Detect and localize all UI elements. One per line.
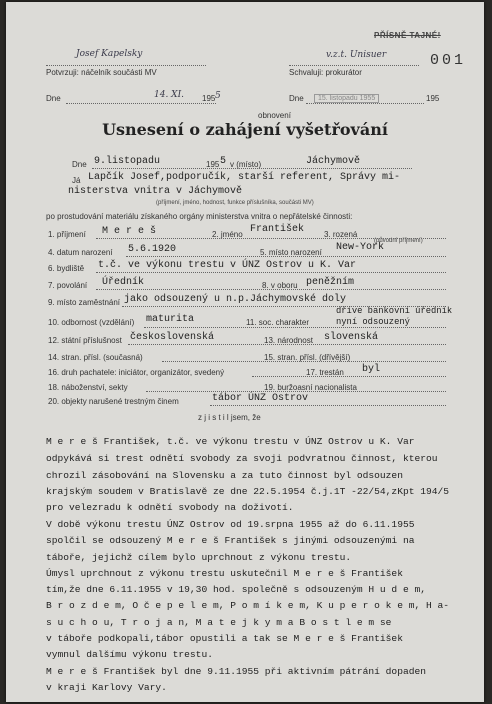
field-15-label: 15. stran. přísl. (dřívější) bbox=[264, 353, 351, 362]
field-1-label: 1. příjmení bbox=[48, 230, 86, 239]
right-signature: v.z.t. Unisuer bbox=[326, 50, 387, 60]
intro-place-label: v (místo) bbox=[230, 160, 262, 169]
body-line: v kraji Karlovy Vary. bbox=[46, 682, 167, 693]
material-line: po prostudování materiálu získaného orgány ministerstva vnitra o nepřátelské činnosti: bbox=[46, 212, 353, 221]
left-date-year: 195 bbox=[202, 94, 216, 103]
field-7-label: 7. povolání bbox=[48, 281, 88, 290]
field-5-value: New-York bbox=[336, 242, 385, 253]
document-page bbox=[6, 2, 484, 702]
field-3-caption: (původní příjmení) bbox=[374, 238, 423, 244]
field-10-label: 10. odbornost (vzdělání) bbox=[48, 318, 135, 327]
body-line: v táboře podkopali,tábor opustili a tak se M e r e š František bbox=[46, 633, 403, 644]
left-date-year-hand: 5 bbox=[215, 91, 221, 101]
classification-stamp: PŘÍSNĚ TAJNÉ! bbox=[374, 31, 441, 40]
field-6-value: t.č. ve výkonu trestu v ÚNZ Ostrov u K. Var bbox=[98, 260, 357, 271]
left-signature: Josef Kapelsky bbox=[76, 49, 143, 59]
body-line: M e r e š František byl dne 9.11.1955 při aktivním pátrání dopaden bbox=[46, 666, 426, 677]
zjistil-label: z j i s t i l jsem, že bbox=[198, 413, 261, 422]
field-11-value-b: nyní odsouzený bbox=[336, 317, 410, 327]
field-2-value: František bbox=[250, 224, 305, 235]
body-line: B r o z d e m, O č e p e l e m, P o m í k e m, K u p e r o k e m, H a- bbox=[46, 600, 450, 611]
left-date-value: 14. XI. bbox=[154, 90, 184, 100]
field-17-label: 17. trestán bbox=[306, 368, 344, 377]
body-line: táboře, jejichž cílem bylo uprchnout z výkonu trestu. bbox=[46, 552, 352, 563]
right-date-stamp: 15. listopadu 1955 bbox=[314, 94, 379, 103]
field-1-value: M e r e š bbox=[102, 226, 157, 237]
field-11-label: 11. soc. charakter bbox=[246, 318, 309, 327]
field-2-label: 2. jméno bbox=[212, 230, 243, 239]
right-date-label: Dne bbox=[289, 94, 304, 103]
body-line: s u c h o u, T r o j a n, M a t e j k y m a B o s t l e m se bbox=[46, 617, 392, 628]
body-line: krajským soudem v Bratislavě ze dne 22.5.1954 č.j.1T -22/54,zKpt 194/5 bbox=[46, 486, 450, 497]
right-approval-label: Schvaluji: prokurátor bbox=[289, 68, 362, 77]
field-7-value: Úředník bbox=[102, 277, 145, 288]
field-13-value: slovenská bbox=[324, 332, 379, 343]
left-approval-label: Potvrzuji: náčelník součásti MV bbox=[46, 68, 157, 77]
field-11-value-a: dříve bankovní úředník bbox=[336, 306, 453, 316]
intro-year-value: 5 bbox=[220, 156, 227, 167]
body-line: Úmysl uprchnout z výkonu trestu uskutečnil M e r e š František bbox=[46, 568, 403, 579]
field-5-label: 5. místo narození bbox=[260, 248, 322, 257]
field-6-label: 6. bydliště bbox=[48, 264, 85, 273]
field-9-value: jako odsouzený u n.p.Jáchymovské doly bbox=[124, 294, 347, 305]
body-line: V době výkonu trestu ÚNZ Ostrov od 19.srpna 1955 až do 6.11.1955 bbox=[46, 519, 415, 530]
field-10-value: maturita bbox=[146, 314, 195, 325]
field-8-label: 8. v oboru bbox=[262, 281, 298, 290]
field-4-value: 5.6.1920 bbox=[128, 244, 177, 255]
officer-caption: (příjmení, jméno, hodnost, funkce příslušníka, součásti MV) bbox=[156, 200, 314, 206]
field-12-label: 12. státní příslušnost bbox=[48, 336, 122, 345]
field-20-value: tábor ÚNZ Ostrov bbox=[212, 393, 309, 404]
ja-label: Já bbox=[72, 176, 81, 185]
field-13-label: 13. národnost bbox=[264, 336, 313, 345]
field-3-label: 3. rozená bbox=[324, 230, 358, 239]
right-date-year: 195 bbox=[426, 94, 440, 103]
document-number: 001 bbox=[430, 52, 467, 69]
field-8-value: peněžním bbox=[306, 277, 355, 288]
left-date-label: Dne bbox=[46, 94, 61, 103]
intro-date-label: Dne bbox=[72, 160, 87, 169]
body-line: vymnul dalšímu výkonu trestu. bbox=[46, 649, 213, 660]
field-14-label: 14. stran. přísl. (současná) bbox=[48, 353, 143, 362]
body-line: spolčil se odsouzený M e r e š František s jinými odsouzenými na bbox=[46, 535, 415, 546]
intro-year-label: 195 bbox=[206, 160, 220, 169]
field-19-label: 19. buržoasní nacionalista bbox=[264, 383, 357, 392]
field-12-value: československá bbox=[130, 332, 215, 343]
body-line: M e r e š František, t.č. ve výkonu trestu v ÚNZ Ostrov u K. Var bbox=[46, 436, 415, 447]
document-title: Usnesení o zahájení vyšetřování bbox=[102, 120, 388, 139]
body-line: pro velezradu k odnětí svobody na doživotí. bbox=[46, 502, 294, 513]
field-20-label: 20. objekty narušené trestným činem bbox=[48, 397, 179, 406]
body-line: tím,že dne 6.11.1955 v 19,30 hod. společně s odsouzeným H u d e m, bbox=[46, 584, 426, 595]
field-18-label: 18. náboženství, sekty bbox=[48, 383, 128, 392]
officer-line-2: nisterstva vnitra v Jáchymově bbox=[68, 186, 243, 197]
title-insertion: obnovení bbox=[258, 111, 291, 120]
field-4-label: 4. datum narození bbox=[48, 248, 113, 257]
intro-date-value: 9.listopadu bbox=[94, 156, 161, 167]
intro-place-value: Jáchymově bbox=[306, 156, 361, 167]
field-16-label: 16. druh pachatele: iniciátor, organizátor, svedený bbox=[48, 368, 225, 377]
field-9-label: 9. místo zaměstnání bbox=[48, 298, 121, 307]
body-line: odpykává si trest odnětí svobody za svoji podvratnou činnost, kterou bbox=[46, 453, 438, 464]
body-line: chrozil zásobování na Slovensku a za tuto činnost byl odsouzen bbox=[46, 470, 403, 481]
field-17-value: byl bbox=[362, 364, 381, 375]
officer-line-1: Lapčík Josef,podporučík, starší referent, Správy mi- bbox=[88, 172, 401, 183]
